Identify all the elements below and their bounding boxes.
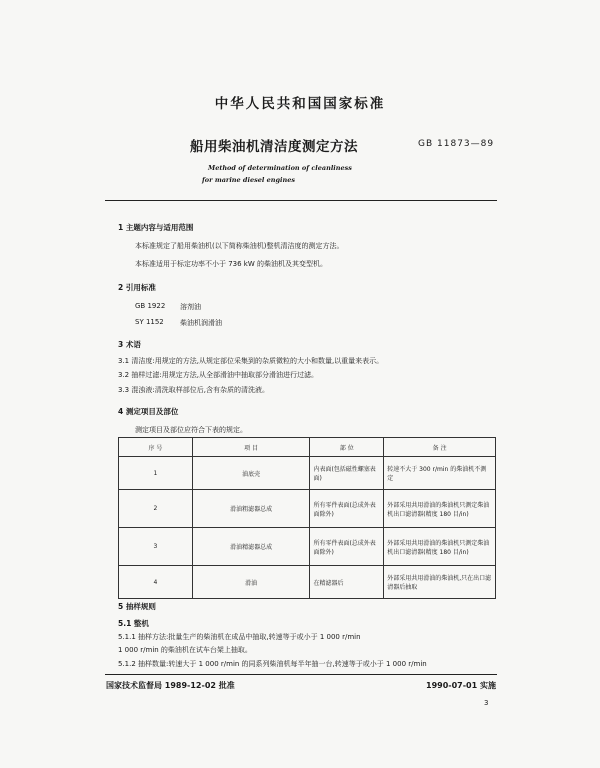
standard-header: 中华人民共和国国家标准	[214, 96, 386, 112]
para-5-1-2: 5.1.2 抽样数量:转速大于 1 000 r/min 的同系列柴油机每半年抽一台,转速等于或小于 1 000 r/min	[118, 660, 427, 668]
header-part: 部 位	[310, 438, 384, 457]
row-3-note: 外部采用共用滑油的柴油机只测定柴油机出口滤清器(精度 180 目/in)	[384, 528, 496, 566]
section-4-heading: 4 测定项目及部位	[118, 407, 179, 416]
section-1-heading: 1 主题内容与适用范围	[118, 223, 194, 232]
term-3-2: 3.2 抽样过滤:用规定方法,从全部滑油中抽取部分滑油进行过滤。	[118, 371, 318, 379]
header-note: 备 注	[384, 438, 496, 457]
row-1-no: 1	[119, 457, 193, 490]
row-3-item: 滑油精滤器总成	[192, 528, 310, 566]
approval-line: 国家技术监督局 1989-12-02 批准	[106, 681, 235, 690]
header-item: 项 目	[192, 438, 310, 457]
english-title-line2: for marine diesel engines	[202, 176, 295, 184]
section-5-1-heading: 5.1 整机	[118, 619, 149, 628]
reference-code-2: SY 1152	[135, 318, 164, 326]
reference-code-1: GB 1922	[135, 302, 166, 310]
row-1-item: 油底壳	[192, 457, 310, 490]
table-header-row	[119, 438, 496, 457]
section-3-heading: 3 术语	[118, 340, 141, 349]
table-row	[119, 457, 496, 490]
bottom-rule	[105, 674, 497, 675]
table-row	[119, 566, 496, 599]
row-2-item: 滑油粗滤器总成	[192, 490, 310, 528]
row-1-note: 转速不大于 300 r/min 的柴油机不测定	[384, 457, 496, 490]
page-number: 3	[484, 699, 489, 707]
row-4-item: 滑油	[192, 566, 310, 599]
document-title: 船用柴油机清洁度测定方法	[190, 139, 358, 155]
section-2-heading: 2 引用标准	[118, 283, 156, 292]
section-1-para-1: 本标准规定了船用柴油机(以下简称柴油机)整机清洁度的测定方法。	[135, 242, 344, 250]
row-2-part: 所有零件表面(总成外表面除外)	[310, 490, 384, 528]
effective-date: 1990-07-01 实施	[426, 681, 496, 690]
row-2-note: 外部采用共用滑油的柴油机只测定柴油机出口滤清器(精度 180 目/in)	[384, 490, 496, 528]
reference-name-1: 溶剂油	[180, 303, 201, 311]
table-row	[119, 490, 496, 528]
row-4-part: 在精滤器后	[310, 566, 384, 599]
para-5-1-1-line1: 5.1.1 抽样方法:批量生产的柴油机在成品中抽取,转速等于或小于 1 000 r/min	[118, 633, 361, 641]
english-title-line1: Method of determination of cleanliness	[208, 164, 352, 172]
table-row	[119, 528, 496, 566]
row-3-part: 所有零件表面(总成外表面除外)	[310, 528, 384, 566]
term-3-3: 3.3 混浊液:清洗取样部位后,含有杂质的清洗液。	[118, 386, 269, 394]
header-no: 序 号	[119, 438, 193, 457]
row-1-part: 内表面(包括磁性螺塞表面)	[310, 457, 384, 490]
reference-name-2: 柴油机润滑油	[180, 319, 222, 327]
row-4-no: 4	[119, 566, 193, 599]
para-5-1-1-line2: 1 000 r/min 的柴油机在试车台架上抽取。	[118, 646, 252, 654]
section-1-para-2: 本标准适用于标定功率不小于 736 kW 的柴油机及其变型机。	[135, 260, 328, 268]
top-rule	[105, 200, 497, 201]
term-3-1: 3.1 清洁度:用规定的方法,从规定部位采集到的杂质微粒的大小和数量,以重量来表示。	[118, 357, 384, 365]
measurement-table	[118, 437, 496, 599]
section-5-heading: 5 抽样规则	[118, 602, 156, 611]
row-3-no: 3	[119, 528, 193, 566]
standard-number: GB 11873—89	[418, 139, 495, 149]
row-4-note: 外部采用共用滑油的柴油机,只在出口滤清器后抽取	[384, 566, 496, 599]
section-4-intro: 测定项目及部位应符合下表的规定。	[135, 426, 247, 434]
row-2-no: 2	[119, 490, 193, 528]
